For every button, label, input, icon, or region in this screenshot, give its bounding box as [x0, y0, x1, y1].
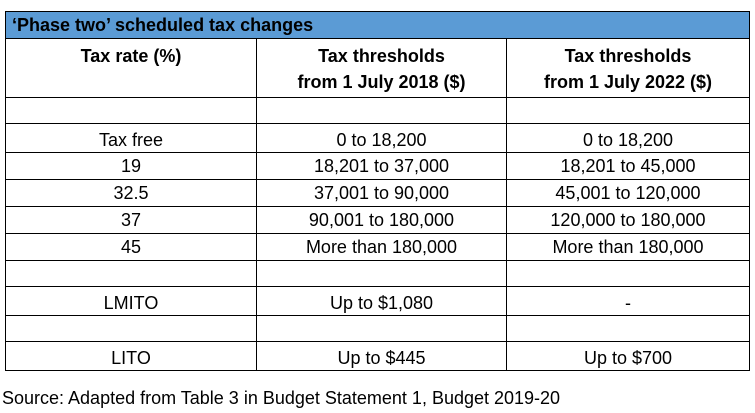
empty-cell	[6, 98, 257, 124]
rate-cell: 45	[6, 234, 257, 261]
table-row	[6, 234, 750, 261]
threshold-2018-cell: 0 to 18,200	[257, 124, 507, 153]
offset-2018-cell: Up to $445	[257, 342, 507, 371]
threshold-2022-cell: 0 to 18,200	[507, 124, 750, 153]
empty-cell	[507, 261, 750, 287]
table-title: ‘Phase two’ scheduled tax changes	[6, 12, 750, 39]
offset-name-cell: LMITO	[6, 287, 257, 316]
offset-2018-cell: Up to $1,080	[257, 287, 507, 316]
header-thresholds-2022-line1: Tax thresholds	[564, 46, 692, 66]
threshold-2022-cell: More than 180,000	[507, 234, 750, 261]
rate-cell: Tax free	[6, 124, 257, 153]
threshold-2022-cell: 18,201 to 45,000	[507, 153, 750, 180]
table-row	[6, 342, 750, 371]
offset-2022-cell: Up to $700	[507, 342, 750, 371]
tax-changes-table-container	[5, 11, 749, 371]
rate-cell: 19	[6, 153, 257, 180]
header-tax-rate	[6, 39, 257, 98]
threshold-2022-cell: 120,000 to 180,000	[507, 207, 750, 234]
empty-cell	[257, 98, 507, 124]
empty-cell	[257, 261, 507, 287]
table-title-row	[6, 12, 750, 39]
threshold-2018-cell: More than 180,000	[257, 234, 507, 261]
table-row	[6, 287, 750, 316]
header-thresholds-2018	[257, 39, 507, 98]
offset-name-cell: LITO	[6, 342, 257, 371]
empty-cell	[6, 316, 257, 342]
table-row	[6, 207, 750, 234]
table-row	[6, 153, 750, 180]
header-thresholds-2018-line1: Tax thresholds	[318, 46, 445, 66]
threshold-2018-cell: 37,001 to 90,000	[257, 180, 507, 207]
table-row	[6, 180, 750, 207]
offset-2022-cell: -	[507, 287, 750, 316]
tax-changes-table	[5, 11, 750, 371]
table-row	[6, 124, 750, 153]
spacer-row	[6, 316, 750, 342]
threshold-2018-cell: 90,001 to 180,000	[257, 207, 507, 234]
empty-cell	[6, 261, 257, 287]
rate-cell: 32.5	[6, 180, 257, 207]
spacer-row	[6, 261, 750, 287]
empty-cell	[257, 316, 507, 342]
header-tax-rate-label: Tax rate (%)	[80, 46, 182, 66]
spacer-row	[6, 98, 750, 124]
rate-cell: 37	[6, 207, 257, 234]
empty-cell	[507, 98, 750, 124]
empty-cell	[507, 316, 750, 342]
threshold-2022-cell: 45,001 to 120,000	[507, 180, 750, 207]
table-header-row	[6, 39, 750, 98]
header-thresholds-2022	[507, 39, 750, 98]
header-thresholds-2022-line2: from 1 July 2022 ($)	[543, 72, 713, 92]
threshold-2018-cell: 18,201 to 37,000	[257, 153, 507, 180]
header-thresholds-2018-line2: from 1 July 2018 ($)	[297, 72, 466, 92]
source-note: Source: Adapted from Table 3 in Budget Statement 1, Budget 2019-20	[2, 388, 561, 408]
